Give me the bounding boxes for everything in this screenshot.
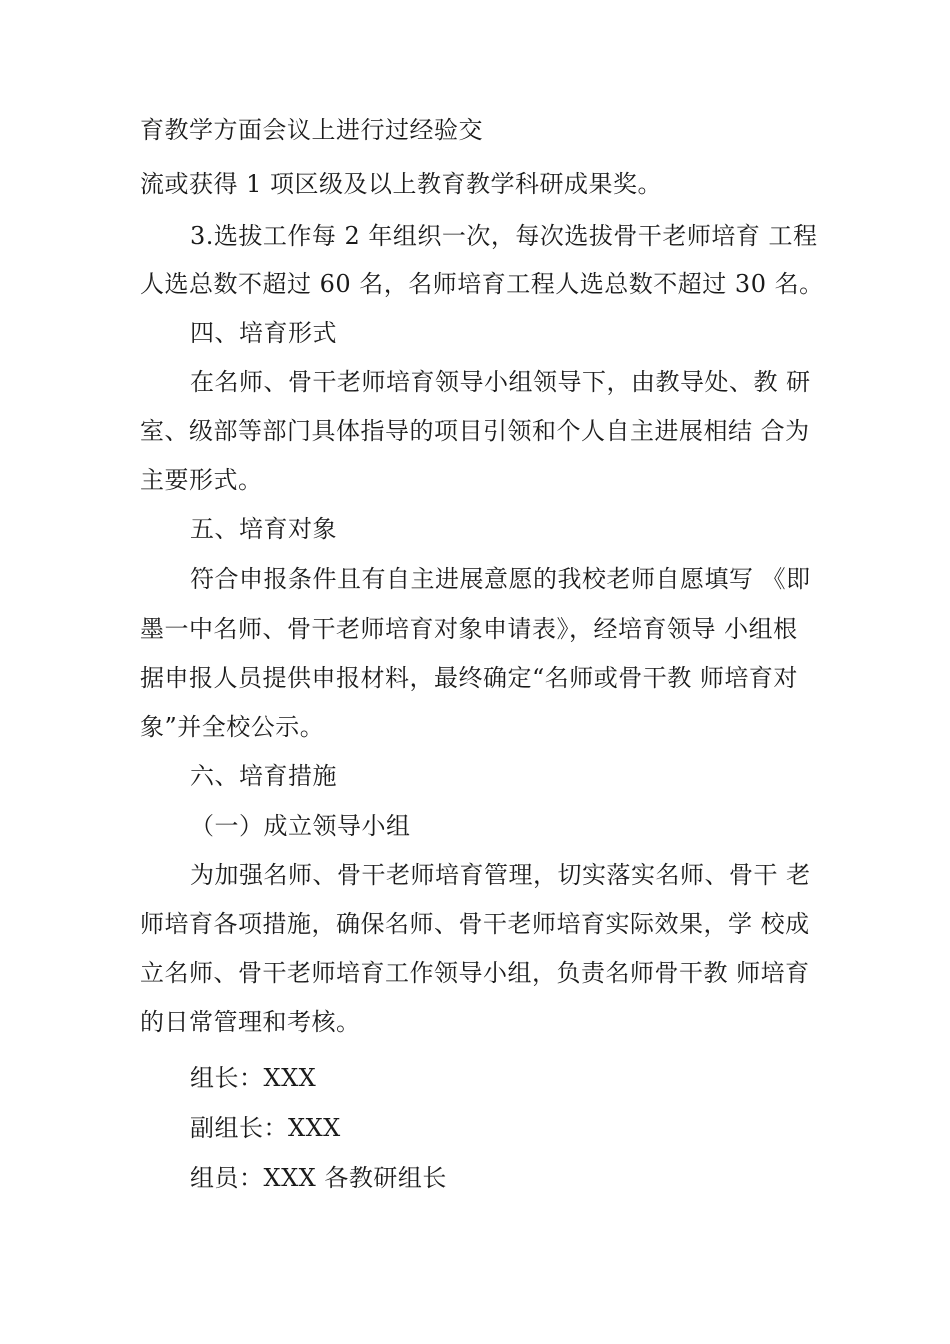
text-line: 的日常管理和考核。 <box>140 1008 361 1036</box>
deputy-leader-line: 副组长：XXX <box>190 1114 341 1142</box>
text-line: 象”并全校公示。 <box>140 713 325 741</box>
text-line: 据申报人员提供申报材料，最终确定“名师或骨干教 师培育对 <box>140 664 798 692</box>
team-leader-line: 组长：XXX <box>190 1064 317 1092</box>
text-line: 室、级部等部门具体指导的项目引领和个人自主进展相结 合为 <box>140 417 810 445</box>
text-line: 主要形式。 <box>140 466 263 494</box>
text-line: 为加强名师、骨干老师培育管理，切实落实名师、骨干 老 <box>190 861 811 889</box>
subsection-heading: （一）成立领导小组 <box>190 812 411 840</box>
text-line: 符合申报条件且有自主进展意愿的我校老师自愿填写 《即 <box>190 565 811 593</box>
section-heading: 五、培育对象 <box>190 515 337 543</box>
team-members-line: 组员：XXX 各教研组长 <box>190 1164 447 1192</box>
text-line: 流或获得 1 项区级及以上教育教学科研成果奖。 <box>140 170 663 198</box>
section-heading: 四、培育形式 <box>190 319 337 347</box>
text-line: 人选总数不超过 60 名，名师培育工程人选总数不超过 30 名。 <box>140 270 824 298</box>
text-line: 3.选拔工作每 2 年组织一次，每次选拔骨干老师培育 工程 <box>190 222 818 250</box>
text-line: 育教学方面会议上进行过经验交 <box>140 116 483 144</box>
text-line: 在名师、骨干老师培育领导小组领导下，由教导处、教 研 <box>190 368 811 396</box>
text-line: 墨一中名师、骨干老师培育对象申请表》，经培育领导 小组根 <box>140 615 798 643</box>
text-line: 师培育各项措施，确保名师、骨干老师培育实际效果，学 校成 <box>140 910 810 938</box>
text-line: 立名师、骨干老师培育工作领导小组，负责名师骨干教 师培育 <box>140 959 810 987</box>
section-heading: 六、培育措施 <box>190 762 337 790</box>
